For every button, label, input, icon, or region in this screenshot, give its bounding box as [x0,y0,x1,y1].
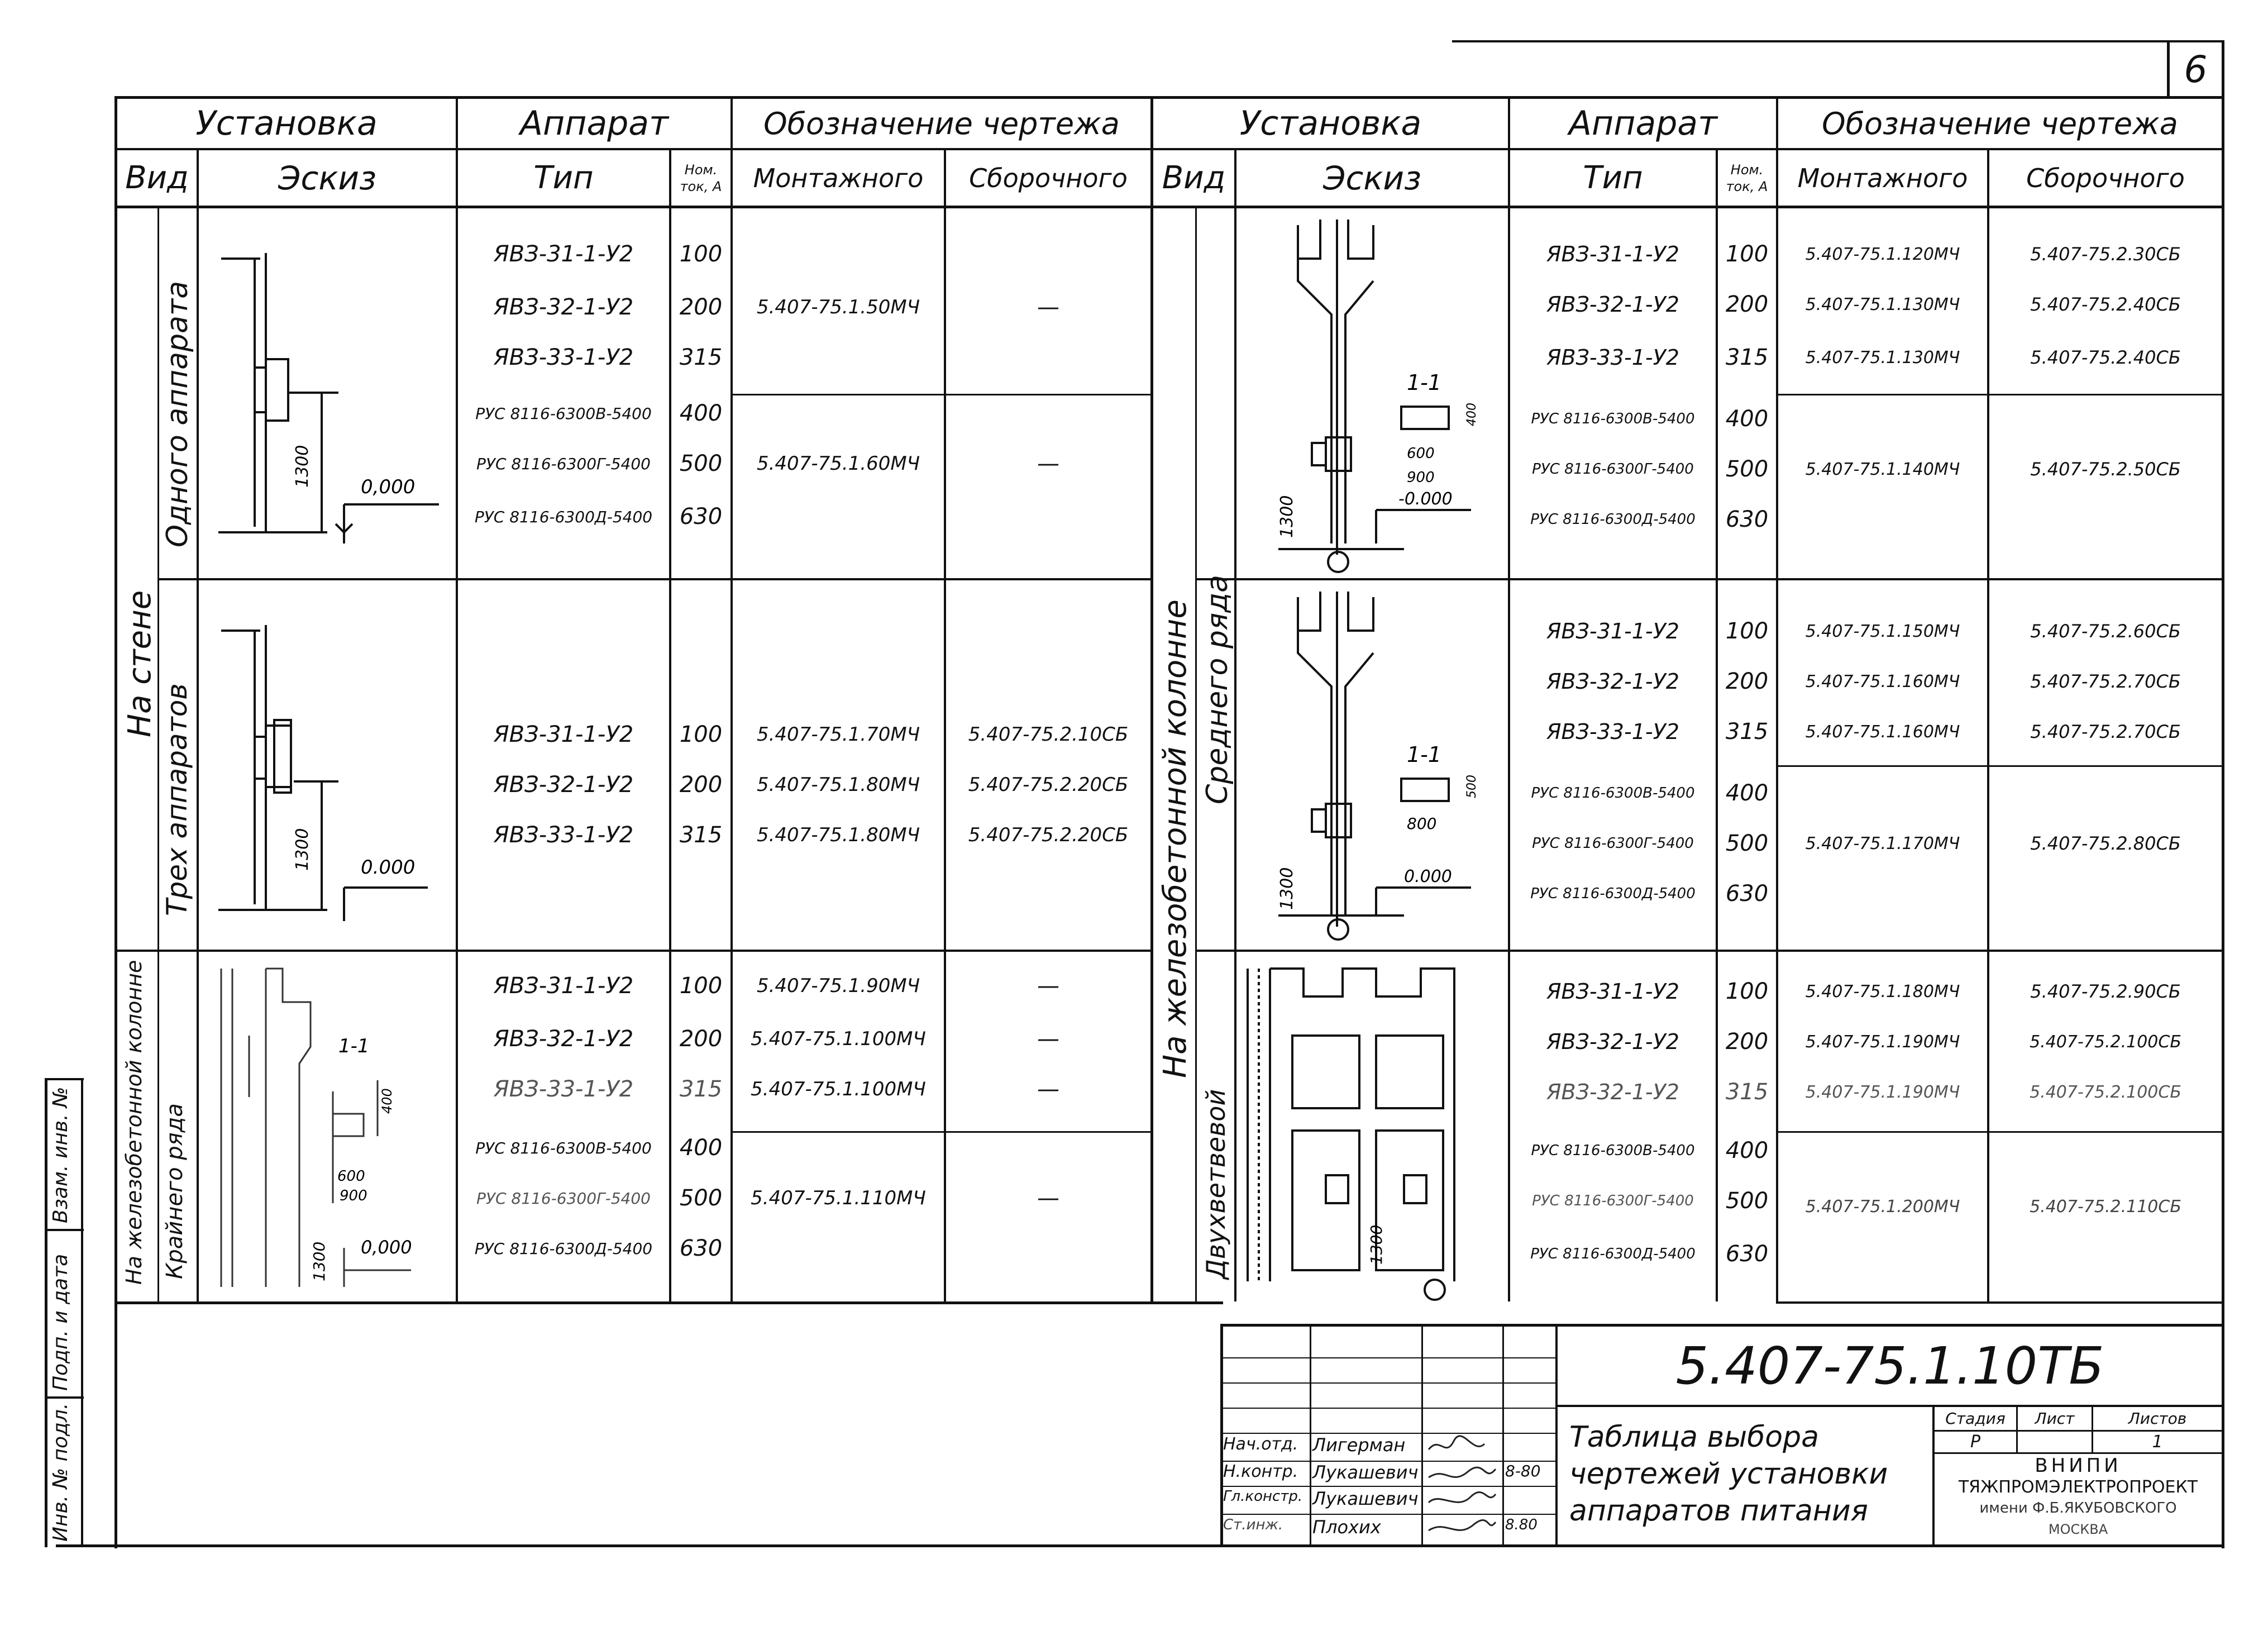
type-cell: ЯВЗ-32-1-У2 [493,772,634,798]
right-frame-line [2222,40,2224,1548]
current-cell: 315 [679,822,723,848]
sketch-section-label: 1-1 [338,1035,370,1057]
assembly-cell: 5.407-75.2.60СБ [2030,621,2181,642]
group-line [730,394,1150,395]
header-view-r: Вид [1162,160,1226,196]
current-cell: 400 [679,400,723,426]
sketch-dim-width: 900 [1407,469,1435,486]
header-assembly-r: Сборочного [2026,163,2185,193]
tb-row-thin [1220,1433,1555,1434]
type-cell: ЯВЗ-32-1-У2 [1546,669,1679,694]
current-cell: 500 [1725,831,1769,856]
view-label-one: Одного аппарата [161,280,194,547]
type-cell: ЯВЗ-32-1-У2 [1546,1080,1679,1104]
mount-cell: 5.407-75.1.160МЧ [1805,722,1960,742]
header-sketch: Эскиз [278,159,376,197]
group-line [730,1131,1150,1133]
type-cell: РУС 8116-6300Г-5400 [1532,835,1694,852]
current-cell: 200 [679,772,723,798]
mount-cell: 5.407-75.1.140МЧ [1805,459,1960,479]
type-cell: РУС 8116-6300Г-5400 [1532,1193,1694,1209]
type-cell: РУС 8116-6300В-5400 [1531,411,1695,427]
org-line-4: МОСКВА [2048,1522,2108,1537]
current-cell: 400 [1725,780,1769,806]
col-line [456,96,458,1301]
subcol-line [1195,208,1197,1301]
assembly-cell: — [1037,973,1059,999]
tb-row-thin [1220,1408,1555,1409]
assembly-cell: 5.407-75.2.100СБ [2030,1032,2181,1052]
subcol-line [157,208,159,1301]
assembly-cell: 5.407-75.2.100СБ [2030,1082,2181,1102]
sketch-middle-column-2 [1236,580,1508,950]
type-cell: РУС 8116-6300Д-5400 [1530,1246,1696,1262]
signer-name: Лукашевич [1312,1462,1419,1483]
side-stamp-line [45,1396,84,1399]
type-cell: РУС 8116-6300Г-5400 [476,1189,651,1208]
type-cell: ЯВЗ-32-1-У2 [1546,1029,1679,1054]
signer-name: Плохих [1312,1517,1381,1538]
current-cell: 200 [1725,292,1769,317]
assembly-cell: 5.407-75.2.40СБ [2030,347,2181,368]
group-label-wall: На стене [122,590,158,737]
assembly-cell: 5.407-75.2.30СБ [2030,244,2181,265]
type-cell: РУС 8116-6300Д-5400 [1530,885,1696,902]
header-current-r: Ном. ток, А [1726,161,1768,194]
mount-cell: 5.407-75.1.190МЧ [1805,1032,1960,1052]
sketch-dim-height: 1300 [310,1241,328,1281]
type-cell: ЯВЗ-33-1-У2 [493,1076,634,1102]
mount-cell: 5.407-75.1.50МЧ [756,296,920,318]
sheet-bottom-line [56,1544,2223,1547]
header-apparatus-r: Аппарат [1568,104,1718,143]
assembly-cell: 5.407-75.2.20СБ [968,774,1129,796]
type-cell: РУС 8116-6300В-5400 [475,404,652,423]
type-cell: ЯВЗ-33-1-У2 [1546,719,1679,744]
header-assembly: Сборочного [969,163,1128,193]
header-mounting-r: Монтажного [1797,163,1968,193]
current-cell: 100 [679,722,723,747]
mount-cell: 5.407-75.1.100МЧ [751,1078,926,1100]
current-cell: 500 [679,1185,723,1211]
current-cell: 500 [679,451,723,476]
org-line-3: имени Ф.Б.ЯКУБОВСКОГО [1979,1500,2177,1517]
group-label-column-right: На железобетонной колонне [1157,599,1193,1078]
current-cell: 100 [679,241,723,267]
sheet-label: Лист [2035,1409,2075,1428]
header-apparatus: Аппарат [519,104,669,143]
current-cell: 400 [1725,406,1769,432]
side-stamp-replace: Взам. инв. № [49,1086,72,1223]
mount-cell: 5.407-75.1.70МЧ [756,723,920,746]
sketch-dim-width: 800 [1407,814,1437,833]
document-title: Таблица выбора чертежей установки аппаратов питания [1569,1420,1888,1528]
assembly-cell: 5.407-75.2.70СБ [2030,671,2181,692]
sketch-dim-depth: 500 [1465,775,1479,798]
sketch-dim-height: 1300 [1277,867,1297,910]
mount-cell: 5.407-75.1.110МЧ [751,1187,926,1209]
assembly-cell: — [1037,1185,1059,1211]
org-line-1: ВНИПИ [2035,1455,2122,1477]
current-cell: 100 [1725,979,1769,1004]
type-cell: РУС 8116-6300Д-5400 [474,1239,653,1258]
side-stamp-line [45,1078,47,1547]
tb-row-thin [1220,1514,1555,1515]
assembly-cell: 5.407-75.2.20СБ [968,824,1129,846]
table-left-line [114,96,117,1548]
type-cell: ЯВЗ-31-1-У2 [1546,979,1679,1004]
sketch-section-label: 1-1 [1407,370,1442,395]
current-cell: 400 [1725,1138,1769,1164]
sketch-edge-column [199,952,456,1301]
type-cell: РУС 8116-6300Г-5400 [476,454,651,473]
org-line-2: ТЯЖПРОМЭЛЕКТРОПРОЕКТ [1958,1477,2198,1497]
assembly-cell: 5.407-75.2.40СБ [2030,294,2181,315]
type-cell: РУС 8116-6300Д-5400 [474,507,653,526]
type-cell: ЯВЗ-31-1-У2 [1546,619,1679,643]
sketch-dim-height: 1300 [293,828,312,871]
mount-cell: 5.407-75.1.60МЧ [756,452,920,475]
current-cell: 315 [1725,1079,1769,1105]
type-cell: ЯВЗ-33-1-У2 [493,822,634,848]
sketch-dim-height: 1300 [1367,1224,1386,1265]
type-cell: РУС 8116-6300Г-5400 [1532,461,1694,478]
assembly-cell: 5.407-75.2.10СБ [968,723,1129,746]
sketch-wall-three-apparatus [199,580,456,950]
tb-row-thin [1220,1382,1555,1384]
assembly-cell: — [1037,1026,1059,1052]
type-cell: РУС 8116-6300Д-5400 [1530,511,1696,528]
stage-label: Стадия [1945,1409,2006,1428]
type-cell: ЯВЗ-31-1-У2 [1546,242,1679,266]
type-cell: ЯВЗ-32-1-У2 [493,294,634,320]
signer-date: 8.80 [1505,1517,1538,1533]
mount-cell: 5.407-75.1.190МЧ [1805,1082,1960,1102]
sketch-dim-width: 900 [340,1188,367,1204]
current-cell: 315 [679,1076,723,1102]
header-type: Тип [533,160,594,196]
signer-name: Лигерман [1312,1434,1406,1456]
mount-cell: 5.407-75.1.200МЧ [1805,1196,1960,1217]
tb-row-thin [1220,1357,1555,1358]
sheets-label: Листов [2128,1409,2187,1428]
assembly-cell: — [1037,294,1059,320]
header-install-r: Установка [1239,104,1422,143]
current-cell: 200 [679,1026,723,1052]
signer-role: Гл.констр. [1223,1488,1303,1505]
assembly-cell: 5.407-75.2.90СБ [2030,981,2181,1002]
mount-cell: 5.407-75.1.170МЧ [1805,833,1960,853]
group-line [1776,765,2223,767]
header-drawing-r: Обозначение чертежа [1822,106,2178,141]
mount-cell: 5.407-75.1.80МЧ [756,824,920,846]
header-drawing: Обозначение чертежа [763,106,1120,141]
mount-cell: 5.407-75.1.120МЧ [1805,244,1960,264]
sketch-dim-level: 0,000 [361,1237,412,1258]
assembly-cell: 5.407-75.2.110СБ [2030,1196,2181,1217]
tb-row-thin [1220,1486,1555,1487]
side-stamp-line [81,1078,83,1547]
signer-date: 8-80 [1505,1462,1541,1480]
current-cell: 315 [1725,345,1769,370]
table-bottom-line-left [114,1301,1223,1304]
type-cell: ЯВЗ-32-1-У2 [493,1026,634,1052]
table-bottom-right [1776,1301,2223,1304]
tb-col [1555,1324,1558,1547]
current-cell: 200 [1725,669,1769,694]
current-cell: 630 [679,504,723,530]
view-label-edge: Крайнего ряда [162,1103,188,1279]
group-label-column-left: На железобетонной колонне [122,960,146,1285]
type-cell: РУС 8116-6300В-5400 [1531,1142,1695,1159]
mount-cell: 5.407-75.1.130МЧ [1805,294,1960,314]
signer-role: Н.контр. [1223,1462,1298,1481]
current-cell: 500 [1725,1188,1769,1214]
current-cell: 630 [1725,881,1769,907]
type-cell: РУС 8116-6300В-5400 [475,1138,652,1157]
header-view: Вид [125,160,189,196]
current-cell: 100 [1725,241,1769,267]
group-line [1776,1131,2223,1133]
view-label-three: Трех аппаратов [161,683,193,916]
mount-cell: 5.407-75.1.180МЧ [1805,981,1960,1002]
header-install: Установка [195,104,378,143]
current-cell: 500 [1725,456,1769,482]
assembly-cell: 5.407-75.2.50СБ [2030,459,2181,480]
assembly-cell: 5.407-75.2.70СБ [2030,721,2181,742]
sketch-dim-level: -0.000 [1398,489,1453,509]
assembly-cell: — [1037,1076,1059,1102]
current-cell: 100 [679,973,723,999]
sketch-dim-level: 0,000 [361,476,416,498]
sketch-dim-height: 1300 [1277,495,1297,538]
type-cell: ЯВЗ-31-1-У2 [493,973,634,999]
mount-cell: 5.407-75.1.100МЧ [751,1028,926,1050]
side-stamp-inv: Инв. № подл. [49,1403,72,1542]
sketch-dim-width-2: 600 [1407,445,1435,462]
signer-role: Нач.отд. [1223,1434,1298,1454]
type-cell: ЯВЗ-33-1-У2 [1546,345,1679,370]
header-type-r: Тип [1583,160,1643,196]
top-border-line [1452,40,2223,42]
mount-cell: 5.407-75.1.160МЧ [1805,671,1960,692]
sketch-wall-one-apparatus [199,208,456,578]
signer-name: Лукашевич [1312,1488,1419,1509]
group-line [1776,394,2223,395]
side-stamp-line [45,1078,84,1080]
mount-cell: 5.407-75.1.90МЧ [756,975,920,997]
sketch-dim-height: 1300 [293,445,312,488]
type-cell: ЯВЗ-33-1-У2 [493,345,634,370]
sketch-dim-depth: 400 [379,1088,395,1114]
signer-role: Ст.инж. [1223,1517,1283,1533]
type-cell: ЯВЗ-32-1-У2 [1546,292,1679,317]
side-stamp-sign: Подп. и дата [49,1253,72,1391]
stage-value: Р [1970,1432,1981,1452]
type-cell: РУС 8116-6300В-5400 [1531,785,1695,802]
current-cell: 200 [1725,1029,1769,1055]
header-mounting: Монтажного [753,163,924,193]
tb-row [1932,1452,2223,1454]
sketch-dim-level: 0.000 [1404,867,1452,886]
document-code: 5.407-75.1.10ТБ [1675,1336,2104,1396]
type-cell: ЯВЗ-31-1-У2 [493,722,634,747]
current-cell: 630 [1725,507,1769,532]
current-cell: 200 [679,294,723,320]
sketch-dim-depth: 400 [1465,403,1479,426]
assembly-cell: 5.407-75.2.80СБ [2030,833,2181,854]
current-cell: 400 [679,1135,723,1161]
view-label-middle: Среднего ряда [1201,574,1234,804]
header-sketch-r: Эскиз [1323,159,1421,197]
side-stamp-line [45,1229,84,1231]
current-cell: 630 [679,1236,723,1261]
mount-cell: 5.407-75.1.80МЧ [756,774,920,796]
current-cell: 315 [679,345,723,370]
mount-cell: 5.407-75.1.150МЧ [1805,621,1960,641]
type-cell: ЯВЗ-31-1-У2 [493,241,634,267]
sheets-value: 1 [2152,1432,2163,1452]
current-cell: 100 [1725,618,1769,644]
signature-marks [1423,1433,1501,1544]
sketch-section-label: 1-1 [1407,742,1442,767]
header-current: Ном. ток, А [680,161,722,194]
sketch-middle-column [1236,208,1508,578]
current-cell: 630 [1725,1241,1769,1267]
assembly-cell: — [1037,451,1059,476]
view-label-twobranch: Двухветвевой [1201,1089,1231,1279]
mid-col-line [1150,96,1153,1301]
sketch-dim-level: 0.000 [361,856,416,879]
mount-cell: 5.407-75.1.130МЧ [1805,347,1960,368]
col-line [730,96,733,1301]
sheet-number: 6 [2184,47,2208,91]
current-cell: 315 [1725,719,1769,745]
sketch-two-branch-column [1236,952,1508,1301]
sketch-dim-width-2: 600 [337,1168,365,1185]
